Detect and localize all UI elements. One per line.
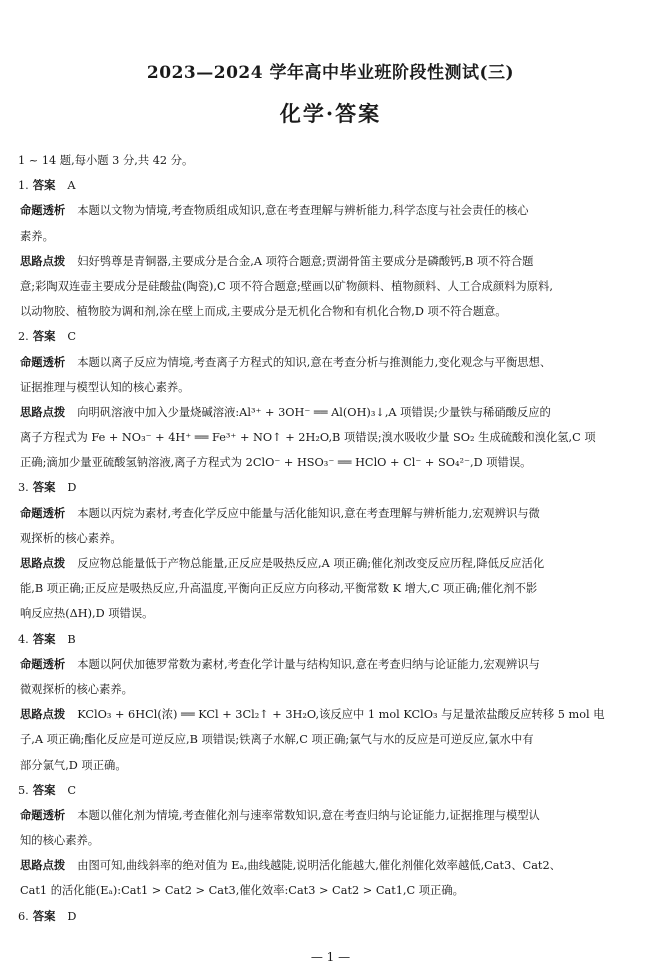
hint-text: Cat1 的活化能(Eₐ):Cat1 > Cat2 > Cat3,催化效率:Cat3 > Cat2 > Cat1,C 项正确。: [20, 884, 464, 898]
hint-line: [18, 727, 648, 752]
question-number: 1.: [18, 179, 29, 193]
analysis-text: 证据推理与模型认知的核心素养。: [20, 380, 190, 394]
answer-choice: C: [67, 783, 77, 797]
answer-label: 答案: [32, 480, 56, 495]
hint-text: 妇好鸮尊是青铜器,主要成分是合金,A 项符合题意;贾湖骨笛主要成分是磷酸钙,B 项不符合题: [77, 254, 534, 268]
answer-label: 答案: [32, 782, 56, 797]
exam-title: 2023—2024 学年高中毕业班阶段性测试(三): [146, 63, 515, 83]
answer-choice: D: [67, 909, 77, 923]
hint-text: 向明矾溶液中加入少量烧碱溶液:Al³⁺ + 3OH⁻ ══ Al(OH)₃↓,A 项错误;少量铁与稀硝酸反应的: [77, 405, 551, 419]
analysis-text: 微观探析的核心素养。: [20, 682, 133, 696]
hint-text: 由图可知,曲线斜率的绝对值为 Eₐ,曲线越陡,说明活化能越大,催化剂催化效率越低,Cat3、Cat2、: [77, 859, 561, 873]
question-answer-line: [18, 904, 648, 929]
hint-text: 部分氯气,D 项正确。: [20, 758, 127, 772]
analysis-text: 本题以离子反应为情境,考查离子方程式的知识,意在考查分析与推测能力,变化观念与平衡思想、: [77, 355, 552, 369]
answer-label: 答案: [32, 178, 56, 193]
question-number: 4.: [18, 632, 29, 646]
analysis-label: 命题透析: [20, 505, 66, 520]
hint-line: [18, 450, 648, 475]
analysis-line: [18, 652, 648, 677]
analysis-line: [18, 375, 648, 400]
hint-text: 正确;滴加少量亚硫酸氢钠溶液,离子方程式为 2ClO⁻ + HSO₃⁻ ══ HClO + Cl⁻ + SO₄²⁻,D 项错误。: [20, 456, 532, 470]
analysis-line: [18, 526, 648, 551]
analysis-line: [18, 828, 648, 853]
analysis-text: 本题以丙烷为素材,考查化学反应中能量与活化能知识,意在考查理解与辨析能力,宏观辨识与微: [77, 506, 540, 520]
hint-line: [18, 753, 648, 778]
analysis-line: [18, 224, 648, 249]
question-number: 3.: [18, 481, 29, 495]
hint-text: 反应物总能量低于产物总能量,正反应是吸热反应,A 项正确;催化剂改变反应历程,降低反应活化: [77, 557, 545, 570]
question-answer-line: [18, 173, 648, 198]
analysis-text: 本题以文物为情境,考查物质组成知识,意在考查理解与辨析能力,科学态度与社会责任的核心: [77, 204, 529, 218]
analysis-text: 知的核心素养。: [20, 834, 100, 848]
analysis-text: 素养。: [20, 229, 54, 243]
analysis-line: [18, 198, 648, 223]
answer-choice: D: [67, 481, 77, 495]
hint-label: 思路点拨: [20, 858, 66, 873]
question-number: 5.: [18, 783, 29, 797]
hint-line: [18, 551, 648, 576]
question-number: 6.: [18, 909, 29, 923]
analysis-line: [18, 501, 648, 526]
analysis-label: 命题透析: [20, 354, 66, 369]
hint-text: 能,B 项正确;正反应是吸热反应,升高温度,平衡向正反应方向移动,平衡常数 K 增大,C 项正确;催化剂不影: [20, 582, 538, 596]
analysis-label: 命题透析: [20, 807, 66, 822]
question-number: 2.: [18, 330, 29, 344]
hint-label: 思路点拨: [20, 253, 66, 268]
hint-line: [18, 274, 648, 299]
analysis-text: 本题以催化剂为情境,考查催化剂与速率常数知识,意在考查归纳与论证能力,证据推理与模型认: [77, 808, 540, 822]
analysis-text: 本题以阿伏加德罗常数为素材,考查化学计量与结构知识,意在考查归纳与论证能力,宏观辨识与: [77, 657, 540, 671]
page-number: — 1 —: [310, 950, 351, 964]
hint-line: [18, 853, 648, 878]
answer-choice: C: [67, 330, 77, 344]
analysis-label: 命题透析: [20, 656, 66, 671]
hint-line: [18, 400, 648, 425]
question-answer-line: [18, 475, 648, 500]
hint-label: 思路点拨: [20, 556, 66, 570]
hint-line: [18, 425, 648, 450]
answer-label: 答案: [32, 329, 56, 344]
answer-choice: B: [67, 632, 76, 646]
hint-text: 意;彩陶双连壶主要成分是硅酸盐(陶瓷),C 项不符合题意;壁画以矿物颜料、植物颜料、人工合成颜料为原料,: [20, 279, 553, 293]
hint-text: 以动物胶、植物胶为调和剂,涂在壁上而成,主要成分是无机化合物和有机化合物,D 项不符合题意。: [20, 305, 507, 319]
hint-line: [18, 601, 648, 626]
question-answer-line: [18, 778, 648, 803]
question-answer-line: [18, 324, 648, 349]
answer-key-title: 化学·答案: [279, 101, 382, 126]
answer-choice: A: [67, 179, 76, 193]
analysis-line: [18, 803, 648, 828]
hint-line: [18, 249, 648, 274]
analysis-text: 观探析的核心素养。: [20, 531, 122, 545]
hint-label: 思路点拨: [20, 707, 66, 722]
hint-text: 子,A 项正确;酯化反应是可逆反应,B 项错误;铁离子水解,C 项正确;氯气与水的反应是可逆反应,氯水中有: [20, 733, 534, 747]
answer-content: [18, 148, 648, 929]
answer-label: 答案: [32, 908, 56, 923]
hint-text: KClO₃ + 6HCl(浓) ══ KCl + 3Cl₂↑ + 3H₂O,该反应中 1 mol KClO₃ 与足量浓盐酸反应转移 5 mol 电: [77, 708, 605, 722]
hint-line: [18, 576, 648, 601]
hint-line: [18, 702, 648, 727]
hint-line: [18, 878, 648, 903]
question-answer-line: [18, 627, 648, 652]
analysis-line: [18, 677, 648, 702]
analysis-label: 命题透析: [20, 203, 66, 218]
hint-text: 响反应热(ΔH),D 项错误。: [20, 607, 154, 621]
hint-line: [18, 299, 648, 324]
intro-text: 1 ~ 14 题,每小题 3 分,共 42 分。: [18, 154, 194, 167]
hint-label: 思路点拨: [20, 404, 66, 419]
hint-text: 离子方程式为 Fe + NO₃⁻ + 4H⁺ ══ Fe³⁺ + NO↑ + 2H₂O,B 项错误;溴水吸收少量 SO₂ 生成硫酸和溴化氢,C 项: [20, 431, 596, 445]
analysis-line: [18, 350, 648, 375]
answer-label: 答案: [32, 631, 56, 646]
